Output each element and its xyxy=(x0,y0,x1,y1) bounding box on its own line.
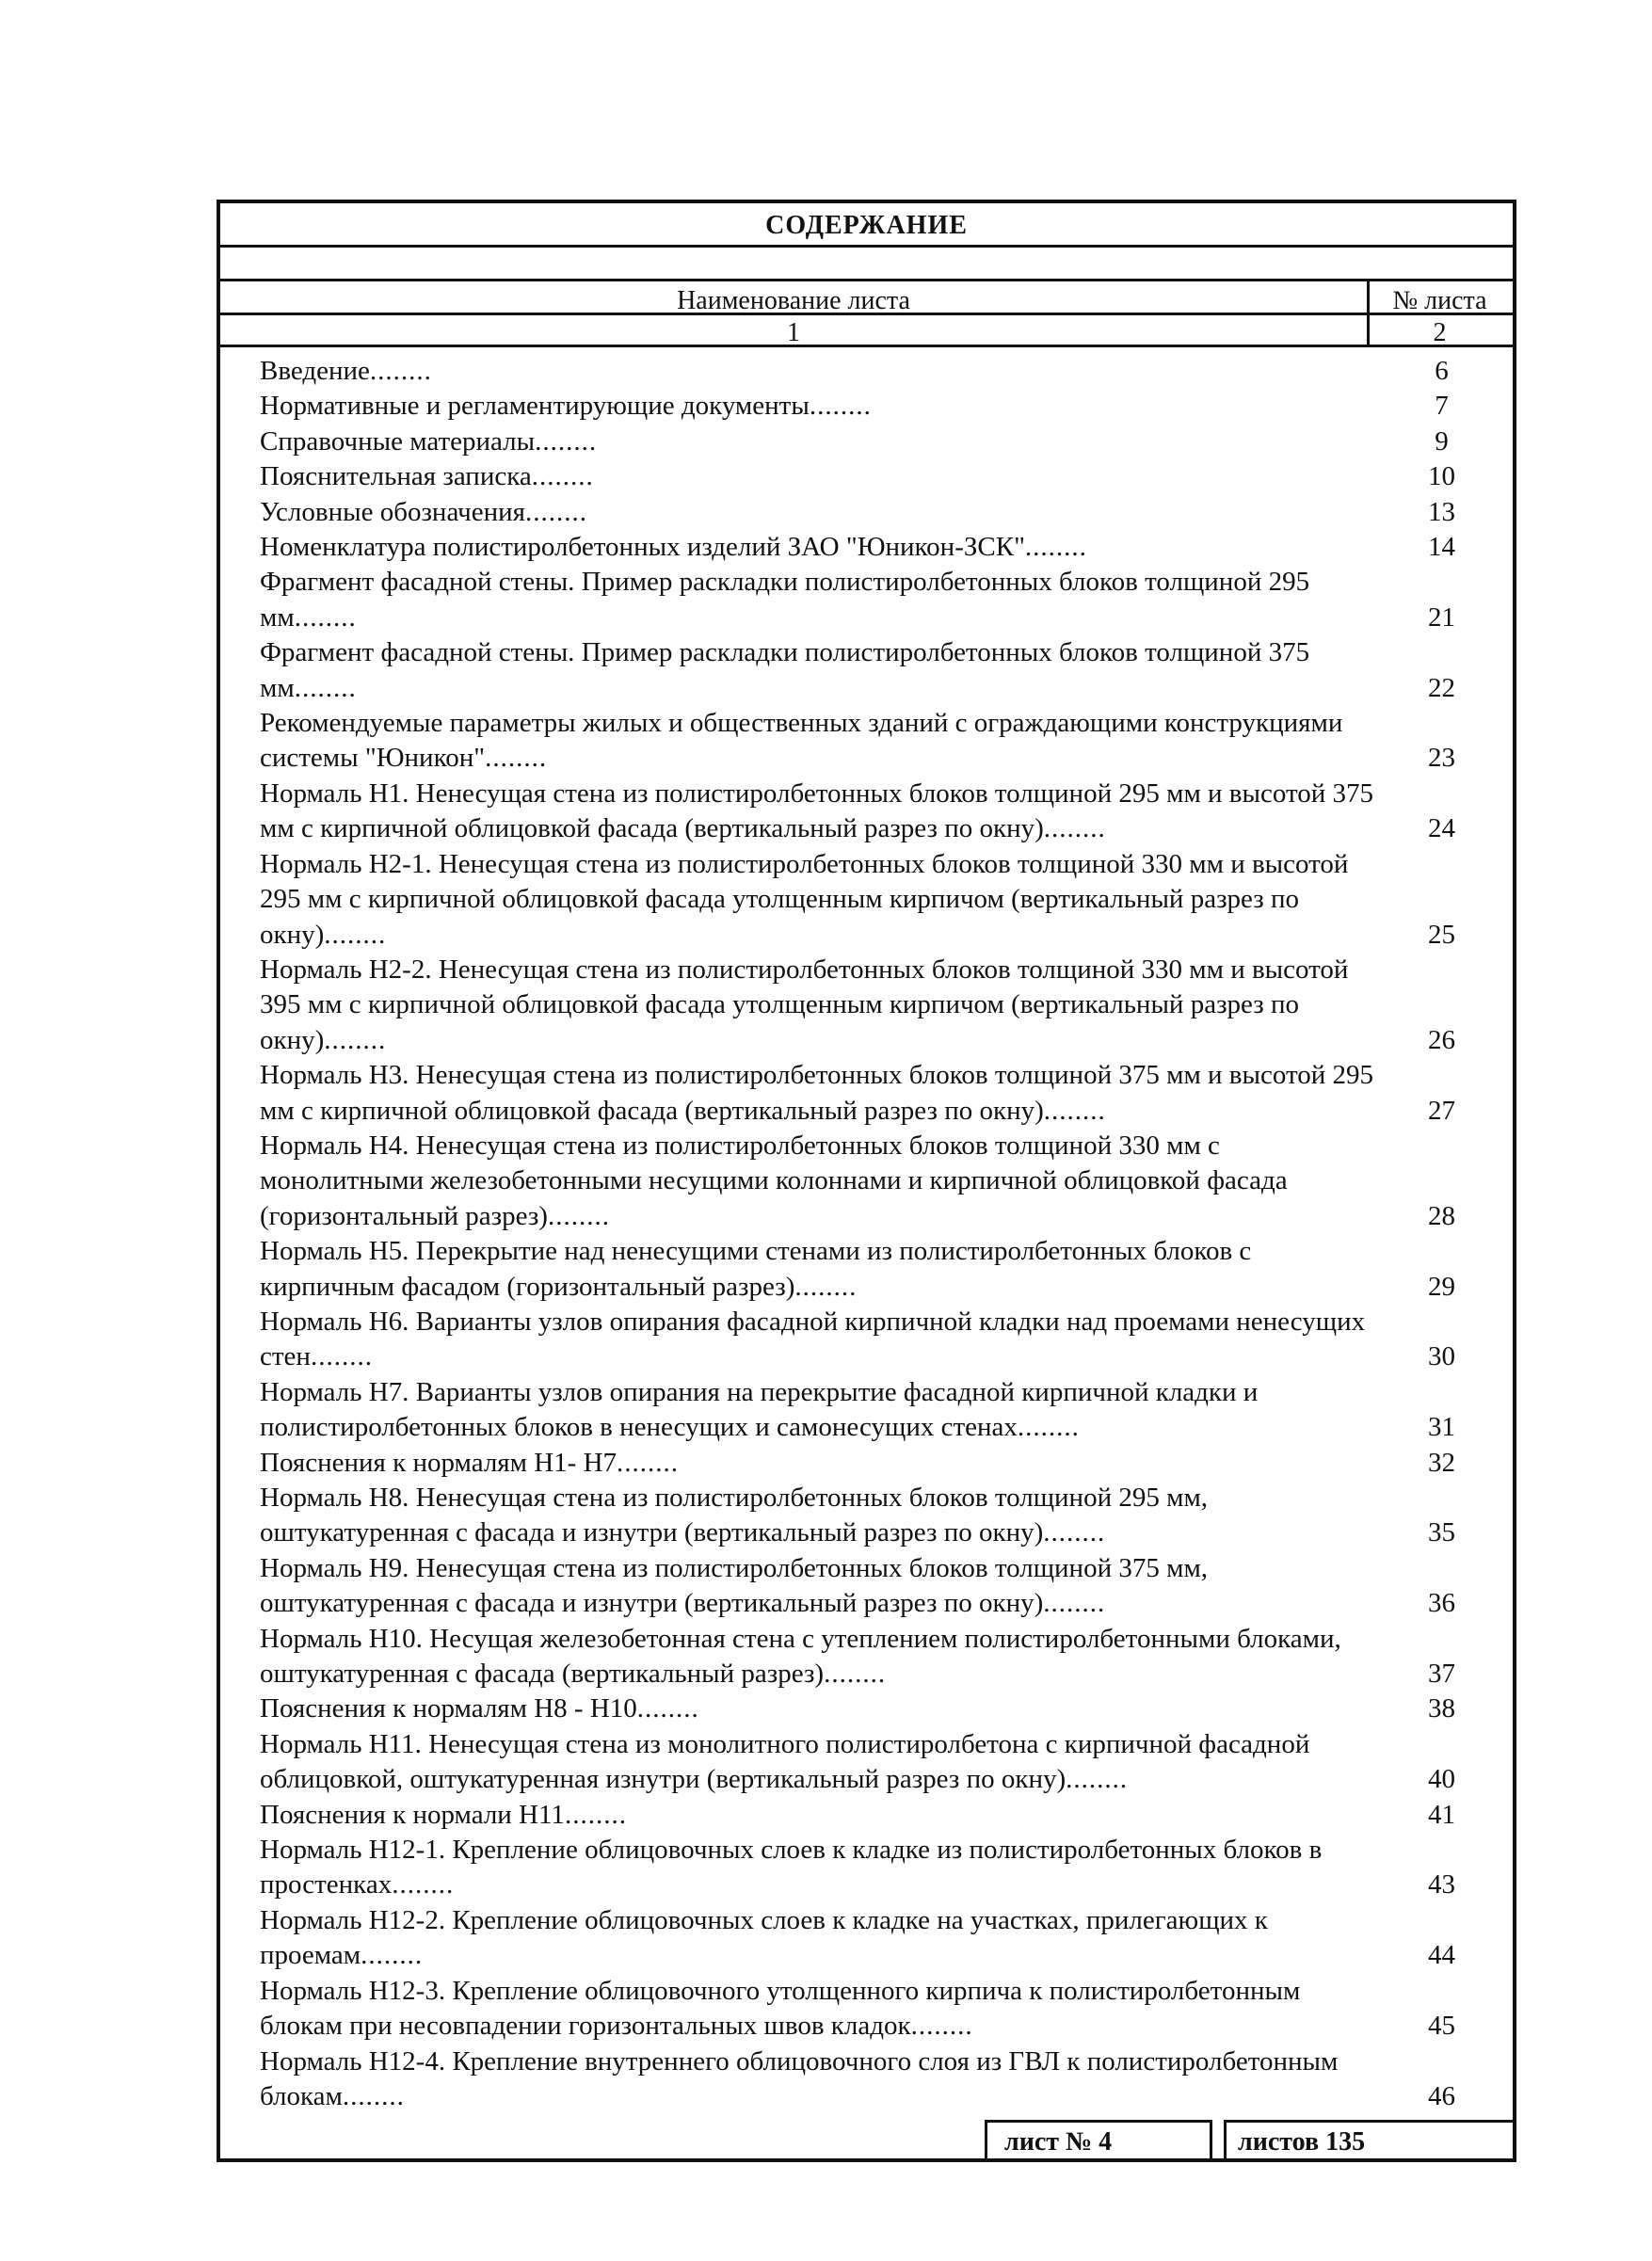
entry-page-number: 43 xyxy=(1428,1869,1455,1900)
entry-title: Нормаль Н12-2. Крепление облицовочных слоев к кладке на участках, прилегающих к проемам........ xyxy=(260,1904,1268,1971)
entry-page-number: 9 xyxy=(1435,425,1449,457)
contents-table xyxy=(217,200,1516,2162)
entry-page-number: 26 xyxy=(1428,1024,1455,1055)
entry-title: Фрагмент фасадной стены. Пример раскладки полистиролбетонных блоков толщиной 295 мм........ xyxy=(260,567,1310,633)
contents-entry xyxy=(260,1551,1499,1622)
leader-dots: ........ xyxy=(324,919,387,950)
entry-page-number: 40 xyxy=(1428,1764,1455,1795)
contents-entry xyxy=(260,1234,1499,1305)
leader-dots: ........ xyxy=(910,2011,973,2042)
leader-dots: ........ xyxy=(369,356,432,386)
leader-dots: ........ xyxy=(1066,1764,1129,1795)
leader-dots: ........ xyxy=(564,1799,627,1830)
contents-entry xyxy=(260,777,1499,847)
leader-dots: ........ xyxy=(1043,1095,1106,1126)
entry-page-number: 46 xyxy=(1428,2080,1455,2111)
entry-title: Фрагмент фасадной стены. Пример раскладки полистиролбетонных блоков толщиной 375 мм........ xyxy=(260,637,1310,703)
entry-page-number: 10 xyxy=(1428,461,1455,492)
entry-page-number: 24 xyxy=(1428,813,1455,844)
leader-dots: ........ xyxy=(525,496,587,527)
entry-page-number: 23 xyxy=(1428,743,1455,774)
contents-entry xyxy=(260,389,1499,424)
leader-dots: ........ xyxy=(1024,532,1087,563)
entry-page-number: 25 xyxy=(1428,919,1455,950)
entry-page-number: 38 xyxy=(1428,1693,1455,1724)
entry-title: Нормаль Н9. Ненесущая стена из полистиролбетонных блоков толщиной 375 мм, оштукатуренная с фасада и изнутри (вертикальный разрез по окну)........ xyxy=(260,1552,1209,1619)
leader-dots: ........ xyxy=(617,1447,680,1478)
contents-entry xyxy=(260,1305,1499,1375)
entry-page-number: 30 xyxy=(1428,1341,1455,1372)
leader-dots: ........ xyxy=(1043,1517,1106,1548)
column-header-sheet-number: № листа xyxy=(1392,286,1487,315)
entry-title: Нормаль Н3. Ненесущая стена из полистиролбетонных блоков толщиной 375 мм и высотой 295 мм с кирпичной облицовкой фасада (вертикальный разрез по окну)........ xyxy=(260,1060,1374,1126)
leader-dots: ........ xyxy=(1043,813,1106,844)
total-sheets-label: листов 135 xyxy=(1224,2120,1516,2162)
contents-entry xyxy=(260,635,1499,706)
entry-title: Нормаль Н12-3. Крепление облицовочного утолщенного кирпича к полистиролбетонным блокам при несовпадении горизонтальных швов кладок........ xyxy=(260,1975,1301,2042)
entry-title: Нормаль Н1. Ненесущая стена из полистиролбетонных блоков толщиной 295 мм и высотой 375 мм с кирпичной облицовкой фасада (вертикальный разрез по окну)........ xyxy=(260,778,1374,844)
entry-title: Нормаль Н5. Перекрытие над ненесущими стенами из полистиролбетонных блоков с кирпичным фасадом (горизонтальный разрез)........ xyxy=(260,1236,1252,1302)
entry-title: Нормативные и регламентирующие документы........ xyxy=(260,391,872,422)
contents-entry xyxy=(260,847,1499,953)
leader-dots: ........ xyxy=(485,743,548,774)
leader-dots: ........ xyxy=(342,2080,405,2111)
divider xyxy=(220,279,1513,281)
column-number-1: 1 xyxy=(787,318,800,347)
contents-entry xyxy=(260,354,1499,389)
leader-dots: ........ xyxy=(324,1024,387,1055)
entry-page-number: 37 xyxy=(1428,1659,1455,1690)
entry-page-number: 7 xyxy=(1435,391,1449,422)
entry-page-number: 13 xyxy=(1428,496,1455,527)
column-number-2: 2 xyxy=(1433,318,1447,347)
contents-entry xyxy=(260,1375,1499,1446)
leader-dots: ........ xyxy=(636,1693,699,1724)
entry-title: Рекомендуемые параметры жилых и общественных зданий с ограждающими конструкциями системы "Юникон"........ xyxy=(260,708,1343,774)
contents-entry xyxy=(260,2045,1499,2115)
entry-title: Пояснительная записка........ xyxy=(260,461,594,492)
entry-title: Нормаль Н12-4. Крепление внутреннего облицовочного слоя из ГВЛ к полистиролбетонным блокам........ xyxy=(260,2045,1339,2111)
contents-entry xyxy=(260,1058,1499,1129)
entry-title: Номенклатура полистиролбетонных изделий ЗАО "Юникон-ЗСК"........ xyxy=(260,532,1087,563)
leader-dots: ........ xyxy=(294,601,357,633)
entry-page-number: 35 xyxy=(1428,1517,1455,1548)
entry-title: Введение........ xyxy=(260,356,432,386)
entry-title: Справочные материалы........ xyxy=(260,425,598,457)
entry-title: Пояснения к нормали Н11........ xyxy=(260,1799,627,1830)
contents-entry xyxy=(260,1481,1499,1551)
entry-title: Пояснения к нормалям Н1- Н7........ xyxy=(260,1447,680,1478)
contents-entry xyxy=(260,1798,1499,1833)
entry-title: Пояснения к нормалям Н8 - Н10........ xyxy=(260,1693,699,1724)
leader-dots: ........ xyxy=(794,1271,858,1302)
contents-entry xyxy=(260,1692,1499,1726)
entry-page-number: 31 xyxy=(1428,1412,1455,1443)
entry-page-number: 41 xyxy=(1428,1799,1455,1830)
divider xyxy=(220,245,1513,248)
contents-entry xyxy=(260,1622,1499,1692)
column-header-name: Наименование листа xyxy=(677,286,910,315)
entry-page-number: 22 xyxy=(1428,672,1455,703)
contents-entry xyxy=(260,459,1499,494)
contents-entry xyxy=(260,1974,1499,2045)
entry-page-number: 21 xyxy=(1428,601,1455,633)
leader-dots: ........ xyxy=(531,461,594,492)
entry-title: Нормаль Н7. Варианты узлов опирания на перекрытие фасадной кирпичной кладки и полистиролбетонных блоков в ненесущих и самонесущих стенах........ xyxy=(260,1376,1259,1443)
contents-entry xyxy=(260,495,1499,530)
contents-entry xyxy=(260,1903,1499,1974)
leader-dots: ........ xyxy=(809,391,872,422)
entry-title: Нормаль Н8. Ненесущая стена из полистиролбетонных блоков толщиной 295 мм, оштукатуренная с фасада и изнутри (вертикальный разрез по окну)........ xyxy=(260,1483,1209,1548)
contents-entry xyxy=(260,565,1499,635)
contents-entry xyxy=(260,1129,1499,1234)
leader-dots: ........ xyxy=(392,1869,455,1900)
entry-page-number: 29 xyxy=(1428,1271,1455,1302)
leader-dots: ........ xyxy=(1043,1588,1106,1619)
entry-title: Нормаль Н12-1. Крепление облицовочных слоев к кладке из полистиролбетонных блоков в простенках........ xyxy=(260,1835,1323,1900)
entry-page-number: 36 xyxy=(1428,1588,1455,1619)
entry-title: Нормаль Н2-2. Ненесущая стена из полистиролбетонных блоков толщиной 330 мм и высотой 395 мм с кирпичной облицовкой фасада утолщенным кирпичом (вертикальный разрез по окну)........ xyxy=(260,954,1349,1055)
leader-dots: ........ xyxy=(1017,1412,1080,1443)
entry-page-number: 6 xyxy=(1435,356,1449,386)
contents-entry xyxy=(260,1446,1499,1481)
entry-title: Нормаль Н10. Несущая железобетонная стена с утеплением полистиролбетонными блоками, оштукатуренная с фасада (вертикальный разрез)........ xyxy=(260,1623,1341,1690)
entry-page-number: 45 xyxy=(1428,2011,1455,2042)
contents-entry xyxy=(260,1727,1499,1798)
leader-dots: ........ xyxy=(547,1200,610,1231)
page-title: СОДЕРЖАНИЕ xyxy=(765,211,968,240)
entry-page-number: 27 xyxy=(1428,1095,1455,1126)
entry-title: Нормаль Н6. Варианты узлов опирания фасадной кирпичной кладки над проемами ненесущих стен........ xyxy=(260,1306,1366,1372)
contents-entry xyxy=(260,425,1499,459)
entry-title: Условные обозначения........ xyxy=(260,496,587,527)
entry-page-number: 14 xyxy=(1428,532,1455,563)
leader-dots: ........ xyxy=(310,1341,373,1372)
contents-entry xyxy=(260,953,1499,1058)
contents-entry xyxy=(260,706,1499,777)
leader-dots: ........ xyxy=(361,1940,424,1971)
entry-page-number: 44 xyxy=(1428,1940,1455,1971)
entry-title: Нормаль Н11. Ненесущая стена из монолитного полистиролбетона с кирпичной фасадной облицовкой, оштукатуренная изнутри (вертикальный разрез по окну)........ xyxy=(260,1728,1310,1795)
contents-entry xyxy=(260,530,1499,565)
entry-page-number: 32 xyxy=(1428,1447,1455,1478)
sheet-number-label: лист № 4 xyxy=(985,2120,1212,2162)
leader-dots: ........ xyxy=(535,425,598,457)
leader-dots: ........ xyxy=(824,1659,887,1690)
entry-page-number: 28 xyxy=(1428,1200,1455,1231)
entry-title: Нормаль Н2-1. Ненесущая стена из полистиролбетонных блоков толщиной 330 мм и высотой 295 мм с кирпичной облицовкой фасада утолщенным кирпичом (вертикальный разрез по окну)........ xyxy=(260,848,1349,950)
leader-dots: ........ xyxy=(294,672,357,703)
contents-entry xyxy=(260,1833,1499,1903)
entry-title: Нормаль Н4. Ненесущая стена из полистиролбетонных блоков толщиной 330 мм с монолитными железобетонными несущими колоннами и кирпичной облицовкой фасада (горизонтальный разрез)........ xyxy=(260,1130,1288,1231)
contents-list xyxy=(260,354,1499,2114)
